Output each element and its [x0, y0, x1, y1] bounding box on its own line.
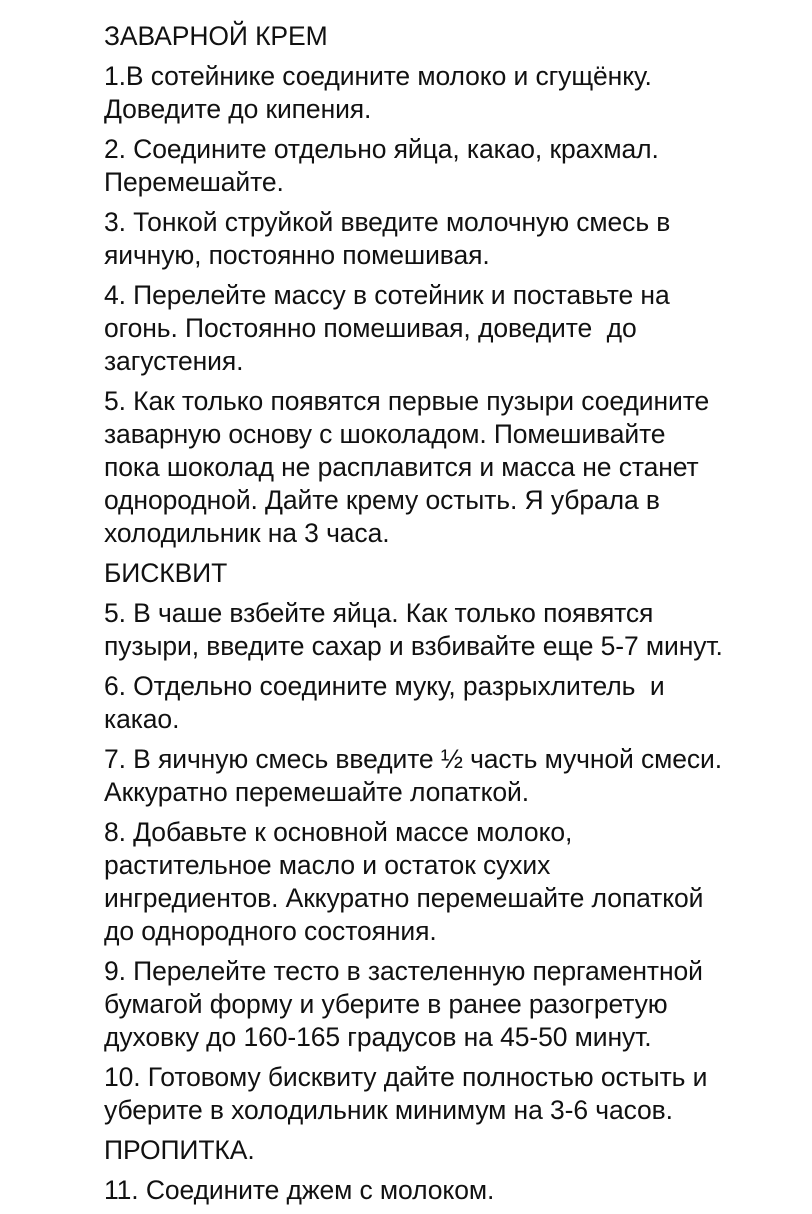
- text-line: 4. Перелейте массу в сотейник и поставьте на: [104, 280, 670, 310]
- recipe-step: [104, 955, 804, 1054]
- text-line: однородной. Дайте крему остыть. Я убрала в: [104, 485, 660, 515]
- text-line: ингредиентов. Аккуратно перемешайте лопаткой: [104, 883, 704, 913]
- text-line: 6. Отдельно соедините муку, разрыхлитель и: [104, 671, 665, 701]
- text-line: холодильник на 3 часа.: [104, 518, 390, 548]
- recipe-step: [104, 279, 804, 378]
- text-line: БИСКВИТ: [104, 558, 228, 588]
- recipe-step: [104, 670, 804, 736]
- text-line: огонь. Постоянно помешивая, доведите до: [104, 313, 637, 343]
- text-line: 8. Добавьте к основной массе молоко,: [104, 817, 573, 847]
- text-line: Доведите до кипения.: [104, 94, 372, 124]
- recipe-step: [104, 1174, 804, 1207]
- text-line: ЗАВАРНОЙ КРЕМ: [104, 21, 328, 51]
- recipe-step: [104, 743, 804, 809]
- text-line: пузыри, введите сахар и взбивайте еще 5-7 минут.: [104, 631, 723, 661]
- text-line: загустения.: [104, 346, 244, 376]
- text-line: до однородного состояния.: [104, 916, 437, 946]
- text-line: заварную основу с шоколадом. Помешивайте: [104, 419, 666, 449]
- text-line: Аккуратно перемешайте лопаткой.: [104, 777, 529, 807]
- text-line: Перемешайте.: [104, 167, 284, 197]
- recipe-step: [104, 206, 804, 272]
- recipe-step: [104, 385, 804, 550]
- text-line: уберите в холодильник минимум на 3-6 часов.: [104, 1095, 673, 1125]
- text-line: духовку до 160-165 градусов на 45-50 минут.: [104, 1022, 652, 1052]
- recipe-document: [104, 20, 804, 1214]
- text-line: ПРОПИТКА.: [104, 1135, 255, 1165]
- recipe-step: [104, 597, 804, 663]
- section-heading: [104, 557, 804, 590]
- text-line: яичную, постоянно помешивая.: [104, 240, 490, 270]
- section-heading: [104, 1134, 804, 1167]
- text-line: бумагой форму и уберите в ранее разогретую: [104, 989, 668, 1019]
- text-line: 5. В чаше взбейте яйца. Как только появятся: [104, 598, 654, 628]
- recipe-step: [104, 60, 804, 126]
- recipe-step: [104, 816, 804, 948]
- section-heading: [104, 20, 804, 53]
- text-line: 10. Готовому бисквиту дайте полностью остыть и: [104, 1062, 708, 1092]
- recipe-step: [104, 133, 804, 199]
- text-line: 7. В яичную смесь введите ½ часть мучной смеси.: [104, 744, 723, 774]
- text-line: 1.В сотейнике соедините молоко и сгущёнку.: [104, 61, 652, 91]
- text-line: 2. Соедините отдельно яйца, какао, крахмал.: [104, 134, 659, 164]
- text-line: какао.: [104, 704, 180, 734]
- text-line: 9. Перелейте тесто в застеленную пергаментной: [104, 956, 703, 986]
- recipe-step: [104, 1061, 804, 1127]
- text-line: 3. Тонкой струйкой введите молочную смесь в: [104, 207, 671, 237]
- text-line: растительное масло и остаток сухих: [104, 850, 551, 880]
- text-line: пока шоколад не расплавится и масса не станет: [104, 452, 699, 482]
- text-line: 5. Как только появятся первые пузыри соедините: [104, 386, 710, 416]
- text-line: 11. Соедините джем с молоком.: [104, 1175, 495, 1205]
